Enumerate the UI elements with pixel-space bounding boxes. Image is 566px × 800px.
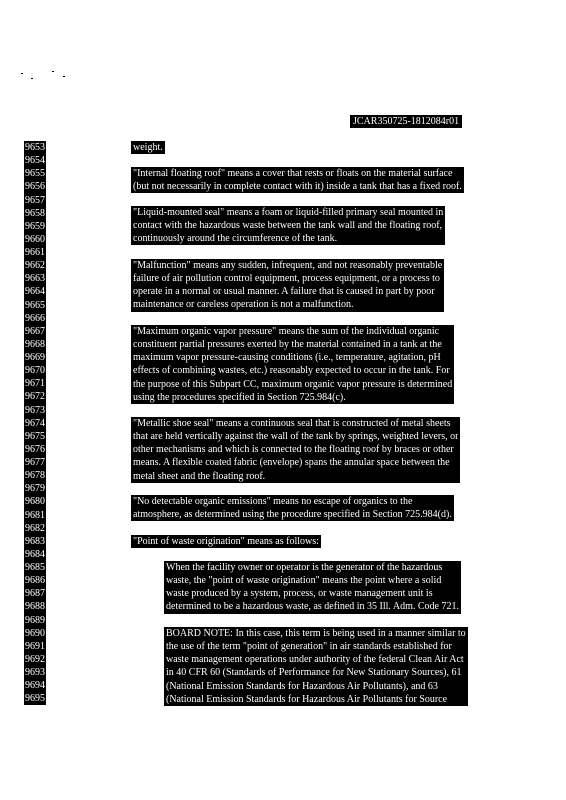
line-number: 9669: [25, 352, 45, 363]
text-line: When the facility owner or operator is the generator of the hazardous: [166, 562, 443, 573]
text-line: in 40 CFR 60 (Standards of Performance for New Stationary Sources), 61: [166, 667, 462, 679]
document-id: JCAR350725-1812084r01: [350, 115, 462, 128]
text-block-liquid-mounted-seal: [131, 206, 445, 245]
line-number: 9681: [25, 509, 45, 521]
text-line: using the procedures specified in Section 725.984(c).: [133, 391, 346, 403]
line-number: 9692: [25, 653, 45, 665]
line-number: 9676: [25, 443, 45, 455]
text-line: operate in a normal or usual manner. A failure that is caused in part by poor: [133, 286, 435, 298]
line-number: 9659: [25, 220, 45, 232]
scan-speck: [52, 71, 54, 72]
line-number: 9654: [25, 155, 45, 167]
text-line: (but not necessarily in complete contact with it) inside a tank that has a fixed roof.: [133, 181, 462, 193]
text-line: "Maximum organic vapor pressure" means the sum of the individual organic: [133, 326, 440, 337]
line-number: 9686: [25, 575, 45, 587]
line-number: 9675: [25, 430, 45, 442]
scan-speck: [31, 78, 33, 79]
line-number: 9687: [25, 588, 45, 600]
scan-speck: [63, 76, 65, 77]
text-block-weight: [131, 141, 165, 154]
text-block-metallic-shoe-seal: [131, 417, 460, 483]
text-line: the use of the term "point of generation" in air standards established for: [166, 641, 452, 653]
text-block-maximum-organic-vapor-pressure: [131, 325, 454, 404]
line-number: 9689: [25, 614, 45, 626]
text-line: contact with the hazardous waste between the tank wall and the floating roof,: [133, 220, 443, 232]
line-number: 9682: [25, 522, 45, 534]
line-number: 9661: [25, 247, 45, 258]
text-line: means. A flexible coated fabric (envelope) spans the annular space between the: [133, 457, 450, 469]
text-line: "No detectable organic emissions" means no escape of organics to the: [133, 496, 413, 507]
text-line: atmosphere, as determined using the procedure specified in Section 725.984(d).: [133, 509, 452, 521]
text-line: (National Emission Standards for Hazardous Air Pollutants), and 63: [166, 680, 438, 692]
line-number: 9667: [25, 325, 45, 337]
text-line: that are held vertically against the wall of the tank by springs, weighted levers, or: [133, 431, 459, 443]
text-line: maximum vapor pressure-causing conditions (i.e., temperature, agitation, pH: [133, 352, 441, 364]
text-line: metal sheet and the floating roof.: [133, 470, 266, 482]
line-number: 9673: [25, 404, 45, 416]
text-line: waste, the "point of waste origination" means the point where a solid: [166, 575, 442, 587]
text-line: BOARD NOTE: In this case, this term is being used in a manner similar to: [166, 628, 466, 639]
line-number: 9663: [25, 273, 45, 285]
text-line: "Internal floating roof" means a cover that rests or floats on the material surface: [133, 168, 453, 179]
line-number: 9668: [25, 338, 45, 350]
text-block-generator-definition: [164, 561, 461, 614]
text-line: determined to be a hazardous waste, as defined in 35 Ill. Adm. Code 721.: [166, 601, 459, 613]
line-number: 9670: [25, 365, 45, 377]
line-number: 9679: [25, 483, 45, 495]
text-line: failure of air pollution control equipment, process equipment, or a process to: [133, 273, 440, 285]
text-line: effects of combining wastes, etc.) reasonably expected to occur in the tank. For: [133, 365, 450, 377]
text-block-no-detectable-organic-emissions: [131, 495, 454, 521]
line-number: 9688: [25, 601, 45, 613]
line-number: 9657: [25, 194, 45, 206]
line-number: 9694: [25, 680, 45, 692]
text-line: other mechanisms and which is connected to the floating roof by braces or other: [133, 444, 454, 456]
line-number: 9685: [25, 562, 45, 573]
line-number: 9680: [25, 496, 45, 508]
text-block-point-of-waste-origination: [131, 535, 321, 548]
text-block-internal-floating-roof: [131, 167, 464, 193]
line-number: 9664: [25, 286, 45, 298]
scan-speck: [21, 73, 23, 74]
line-number: 9653: [25, 142, 45, 153]
text-line: the purpose of this Subpart CC, maximum organic vapor pressure is determined: [133, 378, 453, 390]
line-number: 9655: [25, 168, 45, 180]
text-line: "Liquid-mounted seal" means a foam or liquid-filled primary seal mounted in: [133, 207, 444, 218]
line-number: 9674: [25, 417, 45, 429]
text-line: "Point of waste origination" means as follows:: [133, 536, 319, 547]
line-number: 9671: [25, 378, 45, 390]
line-number-column: [24, 141, 46, 705]
text-line: (National Emission Standards for Hazardous Air Pollutants for Source: [166, 693, 448, 705]
line-number: 9656: [25, 181, 45, 193]
line-number: 9684: [25, 548, 45, 560]
text-block-board-note: [164, 627, 468, 706]
text-line: constituent partial pressures exerted by the material contained in a tank at the: [133, 339, 442, 351]
line-number: 9683: [25, 535, 45, 547]
text-block-malfunction: [131, 259, 444, 312]
line-number: 9665: [25, 299, 45, 311]
text-line: maintenance or careless operation is not a malfunction.: [133, 299, 354, 311]
text-line: "Metallic shoe seal" means a continuous seal that is constructed of metal sheets: [133, 418, 451, 429]
line-number: 9677: [25, 457, 45, 468]
line-number: 9666: [25, 312, 45, 324]
text-line: continuously around the circumference of the tank.: [133, 233, 338, 245]
line-number: 9695: [25, 693, 45, 705]
line-number: 9690: [25, 627, 45, 639]
text-line: weight.: [133, 142, 163, 153]
text-line: "Malfunction" means any sudden, infrequent, and not reasonably preventable: [133, 260, 443, 271]
line-number: 9658: [25, 207, 45, 219]
line-number: 9693: [25, 667, 45, 678]
text-line: waste management operations under authority of the federal Clean Air Act: [166, 654, 464, 666]
line-number: 9691: [25, 640, 45, 652]
line-number: 9672: [25, 391, 45, 403]
line-number: 9660: [25, 233, 45, 245]
line-number: 9678: [25, 470, 45, 482]
text-line: waste produced by a system, process, or waste management unit is: [166, 588, 433, 600]
line-number: 9662: [25, 260, 45, 272]
